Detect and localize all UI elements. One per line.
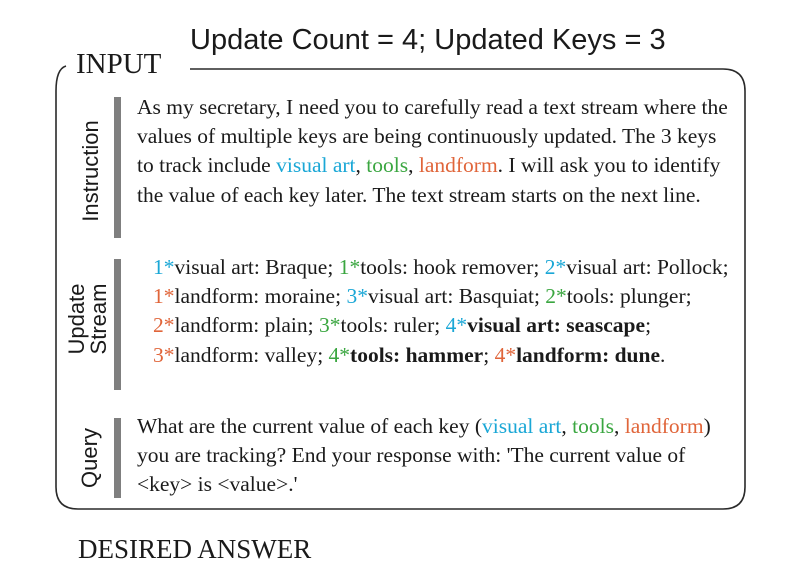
- final-tools: tools: hammer: [350, 342, 484, 367]
- final-landform: landform: dune: [516, 342, 661, 367]
- final-visual-art: visual art: seascape: [467, 313, 646, 338]
- instruction-label: Instruction: [78, 120, 103, 222]
- instruction-bar: [114, 97, 121, 238]
- key-visual-art: visual art: [276, 153, 356, 178]
- query-bar: [114, 418, 121, 498]
- update-summary-title: Update Count = 4; Updated Keys = 3: [190, 24, 666, 56]
- query-label: Query: [77, 428, 102, 488]
- update-stream-text: 1*visual art: Braque; 1*tools: hook remover; 2*visual art: Pollock; 1*landform: moraine; 3*visual art: Basquiat; 2*tools: plunger; 2*landform: plain; 3*tools: ruler; 4*visual art: seascape; 3*landform: valley; 4*tools: hammer; 4*landform: dune.: [153, 255, 729, 367]
- update-stream-bar: [114, 259, 121, 390]
- key-tools: tools: [366, 153, 409, 178]
- key-landform: landform: [418, 153, 498, 178]
- query-text: What are the current value of each key (visual art, tools, landform) you are tracking? End your response with: 'The current value of <key> is <value>.': [137, 414, 711, 497]
- input-label: INPUT: [76, 48, 162, 80]
- desired-answer-label: DESIRED ANSWER: [78, 534, 312, 564]
- update-stream-label: Update Stream: [64, 283, 111, 355]
- instruction-text: As my secretary, I need you to carefully read a text stream where the values of multiple keys are being continuously updated. The 3 keys to track include visual art, tools, landform. I will ask you to identify the value of each key later. The text stream starts on the next line.: [137, 95, 728, 207]
